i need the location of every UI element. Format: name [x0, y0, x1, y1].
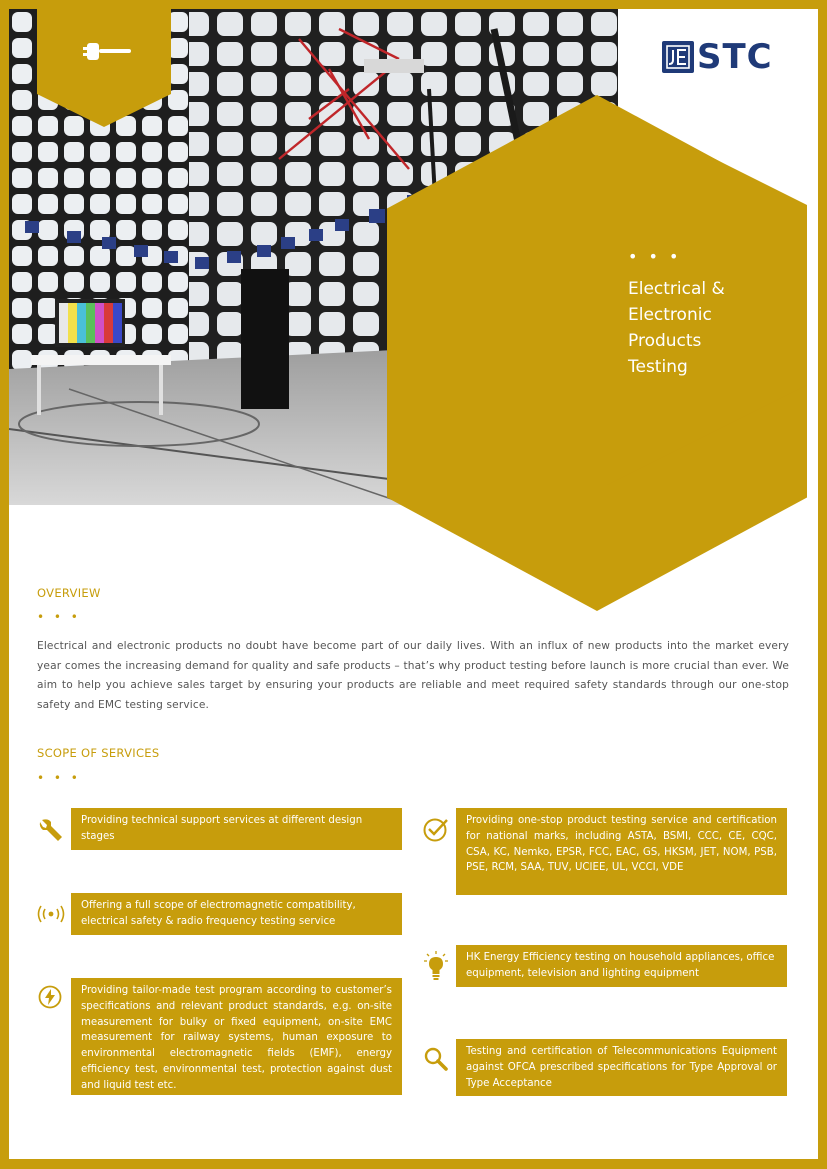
- lightning-bolt-icon: [38, 985, 62, 1009]
- service-national-marks-certification: Providing one-stop product testing service and certification for national marks, including ASTA, BSMI, CCC, CE, CQC, CSA, KC, Nemko, EPSR, FCC, EAC, GS, HKSM, JET, NOM, PSB, PSE, RCM, SAA, TUV, UCIEE, UL, VCCI, VDE: [456, 808, 787, 895]
- hero-dots: • • •: [628, 247, 682, 266]
- service-hk-energy-efficiency: HK Energy Efficiency testing on household appliances, office equipment, television and lighting equipment: [456, 945, 787, 987]
- stc-logo-mark-icon: [662, 41, 694, 73]
- lightbulb-icon: [423, 950, 449, 982]
- scope-heading: SCOPE OF SERVICES: [37, 746, 160, 760]
- hero-title-line-4: Testing: [628, 357, 688, 377]
- service-telecom-certification: Testing and certification of Telecommunications Equipment against OFCA prescribed specifications for Type Approval or Type Acceptance: [456, 1039, 787, 1096]
- scope-dots: • • •: [37, 771, 81, 785]
- wrench-icon: [38, 817, 64, 843]
- overview-heading: OVERVIEW: [37, 586, 101, 600]
- wireless-signal-icon: [36, 903, 66, 925]
- hero-title-line-1: Electrical &: [628, 279, 725, 299]
- hero-title-line-2: Electronic: [628, 305, 712, 325]
- hero-title-line-3: Products: [628, 331, 702, 351]
- hero-title: [628, 247, 725, 380]
- magnifier-icon: [423, 1046, 449, 1072]
- service-tailor-made-program: Providing tailor-made test program according to customer’s specifications and relevant product standards, e.g. on-site measurement for bulky or fixed equipment, on-site EMC measurement for railway systems, human exposure to environmental electromagnetic fields (EMF), energy efficiency test, environmental test, protection against dust and liquid test etc.: [71, 978, 402, 1095]
- overview-dots: • • •: [37, 610, 81, 624]
- electric-plug-icon: [77, 39, 133, 63]
- stc-logo: [662, 37, 773, 77]
- service-emc-safety-rf: Offering a full scope of electromagnetic compatibility, electrical safety & radio frequency testing service: [71, 893, 402, 935]
- check-circle-icon: [423, 817, 449, 843]
- service-technical-support: Providing technical support services at different design stages: [71, 808, 402, 850]
- stc-logo-wordmark: STC: [697, 37, 773, 77]
- brochure-page: [9, 9, 818, 1159]
- overview-text: Electrical and electronic products no doubt have become part of our daily lives. With an influx of new products into the market every year comes the increasing demand for quality and safe products – that’s why product testing before launch is more crucial than ever. We aim to help you achieve sales target by ensuring your products are reliable and meet required safety standards through our one-stop safety and EMC testing service.: [37, 640, 789, 711]
